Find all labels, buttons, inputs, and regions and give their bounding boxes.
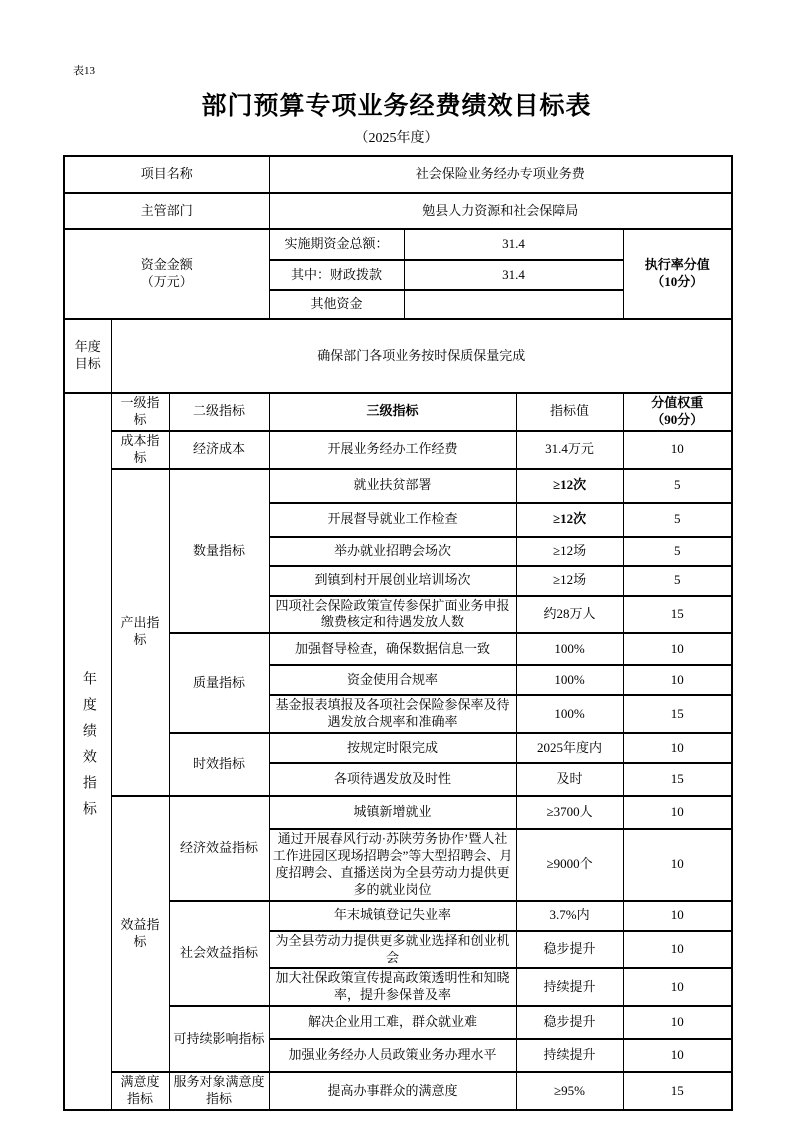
header-level1: 一级指标 (111, 393, 169, 431)
table-row (64, 319, 732, 393)
value-cell: 2025年度内 (516, 733, 623, 763)
level3-cell: 开展督导就业工作检查 (269, 503, 516, 537)
value-cell: 持续提升 (516, 968, 623, 1006)
department-label: 主管部门 (64, 193, 269, 229)
value-cell: ≥12次 (516, 503, 623, 537)
level2-cell: 数量指标 (169, 469, 269, 634)
weight-cell: 10 (623, 796, 732, 829)
page-subtitle: （2025年度） (354, 131, 439, 146)
level1-cell: 效益指标 (111, 796, 169, 1072)
annual-performance-side-text: 年度绩效指标 (80, 671, 96, 828)
value-cell: 100% (516, 695, 623, 733)
table-number-label: 表13 (73, 65, 95, 77)
level3-cell: 为全县劳动力提供更多就业选择和创业机会 (269, 931, 516, 969)
value-cell: ≥12次 (516, 469, 623, 503)
level1-cell: 满意度指标 (111, 1072, 169, 1110)
level3-cell: 通过开展春风行动·苏陕劳务协作’暨人社工作进园区现场招聘会”等大型招聘会、月度招聘会、直播送岗为全县劳动力提供更多的就业岗位 (269, 829, 516, 901)
level3-cell: 四项社会保险政策宣传参保扩面业务申报缴费核定和待遇发放人数 (269, 596, 516, 634)
fund-other-label: 其他资金 (269, 290, 404, 319)
weight-cell: 10 (623, 665, 732, 695)
weight-cell: 10 (623, 1006, 732, 1039)
weight-cell: 15 (623, 596, 732, 634)
fund-total-value: 31.4 (404, 229, 623, 260)
annual-goal-label-line1: 年度 (74, 339, 101, 355)
project-name-label: 项目名称 (64, 156, 269, 193)
fund-gov-label: 其中：财政拨款 (269, 260, 404, 290)
level3-cell: 就业扶贫部署 (269, 469, 516, 503)
header-weight-line2: （90分） (651, 411, 704, 427)
execution-rate-line1: 执行率分值 (644, 257, 710, 273)
value-cell: 约28万人 (516, 596, 623, 634)
fund-amount-label-line2: （万元） (140, 274, 193, 289)
weight-cell: 10 (623, 431, 732, 469)
weight-cell: 5 (623, 503, 732, 537)
table-row (64, 193, 732, 229)
weight-cell: 10 (623, 829, 732, 901)
weight-cell: 10 (623, 931, 732, 969)
table-row (64, 469, 732, 503)
level3-cell: 加大社保政策宣传提高政策透明性和知晓率，提升参保普及率 (269, 968, 516, 1006)
level3-cell: 资金使用合规率 (269, 665, 516, 695)
performance-target-table (63, 155, 733, 1111)
value-cell: ≥12场 (516, 537, 623, 566)
weight-cell: 5 (623, 469, 732, 503)
level2-cell: 服务对象满意度指标 (169, 1072, 269, 1110)
level1-cell: 产出指标 (111, 469, 169, 797)
level3-cell: 城镇新增就业 (269, 796, 516, 829)
weight-cell: 10 (623, 633, 732, 665)
value-cell: 稳步提升 (516, 1006, 623, 1039)
annual-goal-label-line2: 目标 (74, 356, 101, 371)
value-cell: 100% (516, 633, 623, 665)
level3-cell: 举办就业招聘会场次 (269, 537, 516, 566)
value-cell: 3.7%内 (516, 901, 623, 931)
level2-cell: 质量指标 (169, 633, 269, 733)
level2-cell: 经济效益指标 (169, 796, 269, 901)
level2-cell: 经济成本 (169, 431, 269, 469)
fund-gov-value: 31.4 (404, 260, 623, 290)
header-weight (623, 393, 732, 431)
weight-cell: 10 (623, 1039, 732, 1072)
weight-cell: 10 (623, 968, 732, 1006)
table-row (64, 229, 732, 260)
table-row (64, 393, 732, 431)
weight-cell: 15 (623, 763, 732, 796)
value-cell: ≥9000个 (516, 829, 623, 901)
weight-cell: 5 (623, 537, 732, 566)
weight-cell: 5 (623, 566, 732, 596)
project-name-value: 社会保险业务经办专项业务费 (269, 156, 732, 193)
table-row (64, 796, 732, 829)
table-row (64, 156, 732, 193)
weight-cell: 10 (623, 901, 732, 931)
value-cell: 及时 (516, 763, 623, 796)
level3-cell: 开展业务经办工作经费 (269, 431, 516, 469)
level1-cell: 成本指标 (111, 431, 169, 469)
level2-cell: 时效指标 (169, 733, 269, 796)
fund-total-label: 实施期资金总额： (269, 229, 404, 260)
level3-cell: 解决企业用工难，群众就业难 (269, 1006, 516, 1039)
department-value: 勉县人力资源和社会保障局 (269, 193, 732, 229)
header-level2: 二级指标 (169, 393, 269, 431)
header-weight-line1: 分值权重 (651, 395, 704, 410)
weight-cell: 15 (623, 1072, 732, 1110)
level3-cell: 提高办事群众的满意度 (269, 1072, 516, 1110)
value-cell: 31.4万元 (516, 431, 623, 469)
fund-other-value (404, 290, 623, 319)
header-level3: 三级指标 (269, 393, 516, 431)
header-value: 指标值 (516, 393, 623, 431)
level3-cell: 加强督导检查，确保数据信息一致 (269, 633, 516, 665)
annual-goal-value: 确保部门各项业务按时保质保量完成 (111, 319, 732, 393)
value-cell: ≥3700人 (516, 796, 623, 829)
weight-cell: 10 (623, 733, 732, 763)
level2-cell: 可持续影响指标 (169, 1006, 269, 1072)
annual-goal-label (64, 319, 111, 393)
level3-cell: 基金报表填报及各项社会保险参保率及待遇发放合规率和准确率 (269, 695, 516, 733)
execution-rate-line2: （10分） (651, 274, 704, 289)
value-cell: ≥12场 (516, 566, 623, 596)
level3-cell: 按规定时限完成 (269, 733, 516, 763)
table-row (64, 431, 732, 469)
page-title: 部门预算专项业务经费绩效目标表 (201, 93, 592, 120)
fund-amount-label-line1: 资金金额 (140, 257, 193, 273)
level3-cell: 到镇到村开展创业培训场次 (269, 566, 516, 596)
level2-cell: 社会效益指标 (169, 901, 269, 1007)
value-cell: 稳步提升 (516, 931, 623, 969)
level3-cell: 各项待遇发放及时性 (269, 763, 516, 796)
value-cell: 100% (516, 665, 623, 695)
level3-cell: 年末城镇登记失业率 (269, 901, 516, 931)
value-cell: 持续提升 (516, 1039, 623, 1072)
table-row (64, 1072, 732, 1110)
level3-cell: 加强业务经办人员政策业务办理水平 (269, 1039, 516, 1072)
value-cell: ≥95% (516, 1072, 623, 1110)
execution-rate-score-cell (623, 229, 732, 319)
fund-amount-label (64, 229, 269, 319)
annual-performance-side-label (64, 393, 111, 1110)
weight-cell: 15 (623, 695, 732, 733)
